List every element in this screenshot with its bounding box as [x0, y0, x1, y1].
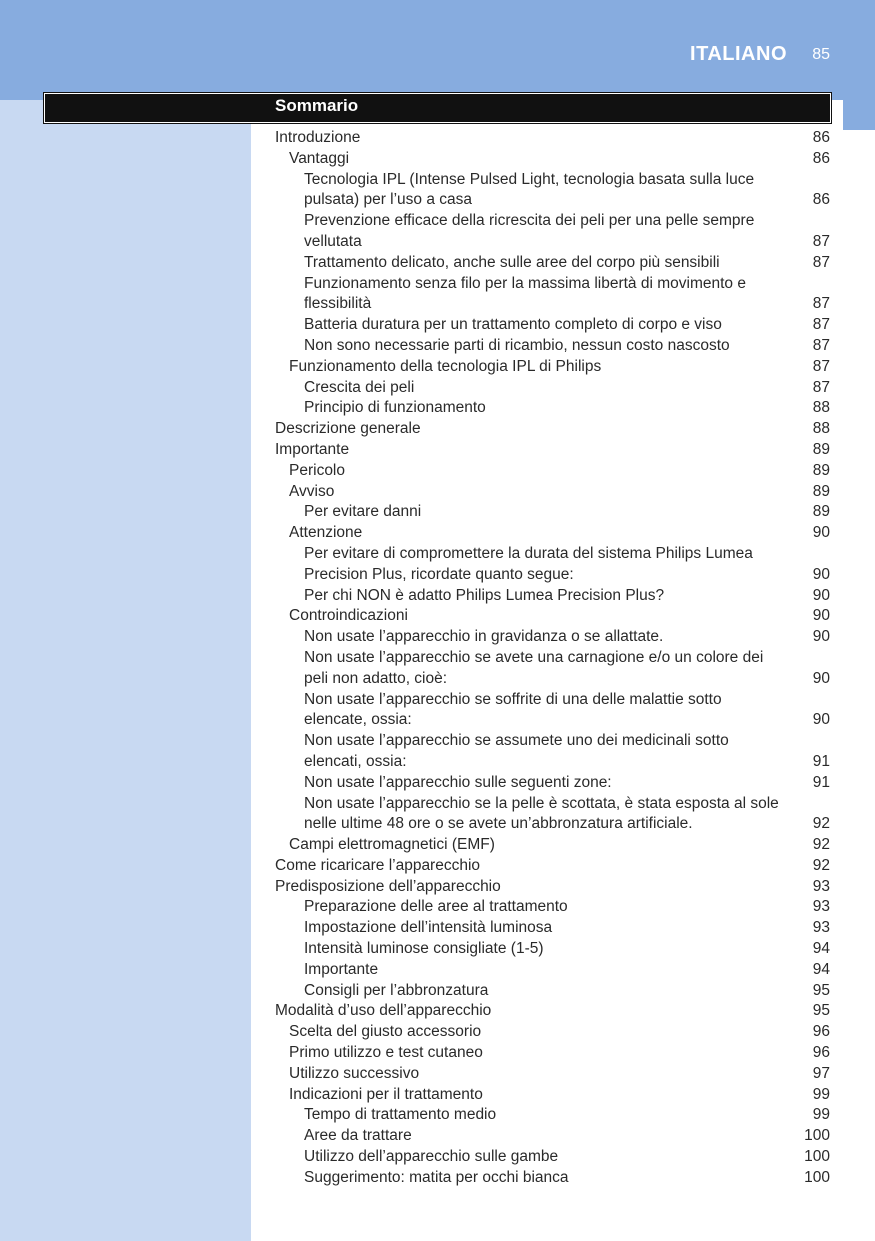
- toc-entry[interactable]: [275, 544, 830, 586]
- toc-entry[interactable]: [275, 897, 830, 918]
- toc-entry-page: 90: [812, 628, 830, 646]
- toc-entry-title: Preparazione delle aree al trattamento: [304, 898, 568, 916]
- toc-entry-title: Prevenzione efficace della ricrescita dei peli per una pelle sempre vellutata: [304, 212, 755, 250]
- toc-entry[interactable]: [275, 1064, 830, 1085]
- toc-entry-page: 93: [812, 898, 830, 916]
- toc-entry[interactable]: [275, 357, 830, 378]
- toc-entry[interactable]: [275, 1105, 830, 1126]
- toc-entry[interactable]: [275, 606, 830, 627]
- toc-entry-page: 91: [812, 773, 830, 791]
- section-title: Sommario: [275, 96, 359, 115]
- toc-entry-title: Principio di funzionamento: [304, 399, 486, 417]
- toc-entry-page: 87: [812, 357, 830, 375]
- toc-entry-title: Trattamento delicato, anche sulle aree del corpo più sensibili: [304, 253, 720, 271]
- toc-entry[interactable]: [275, 939, 830, 960]
- toc-entry-page: 90: [812, 711, 830, 729]
- toc-entry[interactable]: [275, 419, 830, 440]
- toc-entry[interactable]: [275, 627, 830, 648]
- sidebar-band: [0, 100, 251, 1241]
- toc-entry[interactable]: [275, 690, 830, 732]
- toc-entry[interactable]: [275, 918, 830, 939]
- toc-entry-page: 91: [812, 752, 830, 770]
- language-label: ITALIANO: [690, 43, 787, 65]
- toc-entry-title: Attenzione: [289, 524, 363, 542]
- toc-entry[interactable]: [275, 835, 830, 856]
- toc-entry-title: Crescita dei peli: [304, 378, 415, 396]
- toc-entry-title: Suggerimento: matita per occhi bianca: [304, 1168, 569, 1186]
- toc-entry-page: 86: [812, 191, 830, 209]
- toc-entry[interactable]: [275, 1001, 830, 1022]
- toc-entry-page: 87: [812, 378, 830, 396]
- toc-entry-page: 86: [812, 129, 830, 146]
- toc-entry-page: 89: [812, 503, 830, 521]
- toc-entry-page: 88: [812, 399, 830, 417]
- toc-entry-title: Non sono necessarie parti di ricambio, nessun costo nascosto: [304, 336, 730, 354]
- toc-entry-page: 99: [812, 1085, 830, 1103]
- toc-entry-title: Tempo di trattamento medio: [304, 1106, 497, 1124]
- toc-entry[interactable]: [275, 794, 830, 836]
- toc-entry-page: 90: [812, 524, 830, 542]
- toc-entry[interactable]: [275, 149, 830, 170]
- toc-entry-title: Non usate l’apparecchio se assumete uno dei medicinali sotto elencati, ossia:: [304, 732, 729, 770]
- toc-entry-title: Primo utilizzo e test cutaneo: [289, 1044, 483, 1062]
- toc-entry-title: Impostazione dell’intensità luminosa: [304, 919, 553, 937]
- toc-entry-title: Vantaggi: [289, 149, 350, 167]
- toc-entry-title: Per evitare di compromettere la durata del sistema Philips Lumea Precision Plus, ricordate quanto segue:: [304, 544, 753, 583]
- toc-entry-title: Importante: [304, 960, 379, 978]
- toc-entry[interactable]: [275, 461, 830, 482]
- toc-entry[interactable]: [275, 731, 830, 773]
- toc-entry-title: Non usate l’apparecchio sulle seguenti zone:: [304, 773, 612, 791]
- toc-entry-page: 87: [812, 336, 830, 354]
- right-accent-band: [843, 100, 875, 130]
- toc-entry-page: 89: [812, 482, 830, 500]
- toc-entry[interactable]: [275, 211, 830, 253]
- toc-entry-page: 97: [812, 1064, 830, 1082]
- toc-entry-title: Importante: [275, 440, 350, 458]
- toc-entry[interactable]: [275, 482, 830, 503]
- toc-entry-title: Consigli per l’abbronzatura: [304, 981, 489, 999]
- toc-entry-page: 88: [812, 420, 830, 438]
- toc-entry-title: Aree da trattare: [304, 1127, 412, 1145]
- toc-entry-title: Per chi NON è adatto Philips Lumea Precision Plus?: [304, 586, 665, 604]
- toc-entry[interactable]: [275, 315, 830, 336]
- toc-entry[interactable]: [275, 274, 830, 316]
- toc-entry[interactable]: [275, 773, 830, 794]
- toc-entry-title: Non usate l’apparecchio se avete una carnagione e/o un colore dei peli non adatto, cioè:: [304, 648, 764, 687]
- toc-entry-page: 100: [804, 1127, 830, 1145]
- table-of-contents: [275, 128, 830, 1189]
- toc-entry-page: 87: [812, 253, 830, 271]
- toc-entry-page: 87: [812, 295, 830, 313]
- toc-entry[interactable]: [275, 398, 830, 419]
- toc-entry[interactable]: [275, 1126, 830, 1147]
- toc-entry-page: 90: [812, 586, 830, 604]
- toc-entry-title: Tecnologia IPL (Intense Pulsed Light, tecnologia basata sulla luce pulsata) per l’uso a casa: [304, 170, 755, 209]
- toc-entry-page: 90: [812, 669, 830, 687]
- toc-entry-title: Descrizione generale: [275, 420, 421, 438]
- toc-entry[interactable]: [275, 856, 830, 877]
- toc-entry[interactable]: [275, 648, 830, 690]
- toc-entry[interactable]: [275, 1168, 830, 1189]
- toc-entry-page: 90: [812, 565, 830, 583]
- toc-entry[interactable]: [275, 253, 830, 274]
- toc-entry-title: Come ricaricare l’apparecchio: [275, 856, 481, 874]
- toc-entry-title: Avviso: [289, 482, 335, 500]
- toc-entry-title: Non usate l’apparecchio in gravidanza o se allattate.: [304, 628, 664, 646]
- toc-entry-page: 100: [804, 1148, 830, 1166]
- toc-entry-page: 93: [812, 877, 830, 895]
- toc-entry-page: 92: [812, 836, 830, 854]
- toc-entry-page: 92: [812, 856, 830, 874]
- section-title-bar: [44, 93, 831, 123]
- toc-entry-page: 93: [812, 919, 830, 937]
- toc-entry-title: Non usate l’apparecchio se soffrite di una delle malattie sotto elencate, ossia:: [304, 690, 722, 729]
- toc-entry-title: Campi elettromagnetici (EMF): [289, 836, 495, 854]
- toc-entry-page: 100: [804, 1168, 830, 1186]
- toc-entry-title: Predisposizione dell’apparecchio: [275, 877, 501, 895]
- toc-entry[interactable]: [275, 128, 830, 149]
- toc-entry[interactable]: [275, 586, 830, 607]
- toc-entry-title: Pericolo: [289, 461, 345, 479]
- toc-entry[interactable]: [275, 502, 830, 523]
- toc-entry-title: Non usate l’apparecchio se la pelle è scottata, è stata esposta al sole nelle ultime 48 ore o se avete un’abbronzatura artificiale.: [304, 794, 779, 833]
- toc-entry-title: Utilizzo dell’apparecchio sulle gambe: [304, 1148, 559, 1166]
- toc-entry-page: 89: [812, 461, 830, 479]
- toc-entry[interactable]: [275, 1147, 830, 1168]
- toc-entry-page: 87: [812, 316, 830, 334]
- toc-entry-page: 99: [812, 1106, 830, 1124]
- toc-entry[interactable]: [275, 1043, 830, 1064]
- toc-entry[interactable]: [275, 170, 830, 212]
- toc-entry-page: 96: [812, 1044, 830, 1062]
- toc-entry[interactable]: [275, 981, 830, 1002]
- toc-entry-page: 86: [812, 149, 830, 167]
- toc-entry-title: Scelta del giusto accessorio: [289, 1023, 482, 1041]
- toc-entry[interactable]: [275, 336, 830, 357]
- toc-entry-page: 95: [812, 1002, 830, 1020]
- toc-entry[interactable]: [275, 1085, 830, 1106]
- toc-entry-page: 94: [812, 960, 830, 978]
- page-number: 85: [812, 46, 830, 63]
- toc-entry-page: 95: [812, 981, 830, 999]
- toc-entry[interactable]: [275, 440, 830, 461]
- toc-entry-page: 89: [812, 440, 830, 458]
- toc-entry-page: 94: [812, 940, 830, 958]
- toc-entry-page: 92: [812, 815, 830, 833]
- toc-entry-title: Modalità d’uso dell’apparecchio: [275, 1002, 492, 1020]
- toc-entry[interactable]: [275, 523, 830, 544]
- toc-entry-title: Utilizzo successivo: [289, 1064, 420, 1082]
- toc-entry-page: 87: [812, 232, 830, 250]
- toc-entry[interactable]: [275, 960, 830, 981]
- toc-entry-title: Controindicazioni: [289, 607, 408, 625]
- toc-entry[interactable]: [275, 1022, 830, 1043]
- toc-entry-page: 90: [812, 607, 830, 625]
- toc-entry[interactable]: [275, 378, 830, 399]
- toc-entry[interactable]: [275, 877, 830, 898]
- toc-entry-title: Batteria duratura per un trattamento completo di corpo e viso: [304, 316, 722, 334]
- toc-entry-title: Funzionamento della tecnologia IPL di Philips: [289, 357, 602, 375]
- toc-entry-title: Per evitare danni: [304, 503, 422, 521]
- toc-entry-title: Introduzione: [275, 129, 361, 146]
- toc-entry-title: Indicazioni per il trattamento: [289, 1085, 483, 1103]
- toc-entry-title: Funzionamento senza filo per la massima libertà di movimento e flessibilità: [304, 274, 746, 313]
- toc-entry-title: Intensità luminose consigliate (1-5): [304, 940, 544, 958]
- toc-entry-page: 96: [812, 1023, 830, 1041]
